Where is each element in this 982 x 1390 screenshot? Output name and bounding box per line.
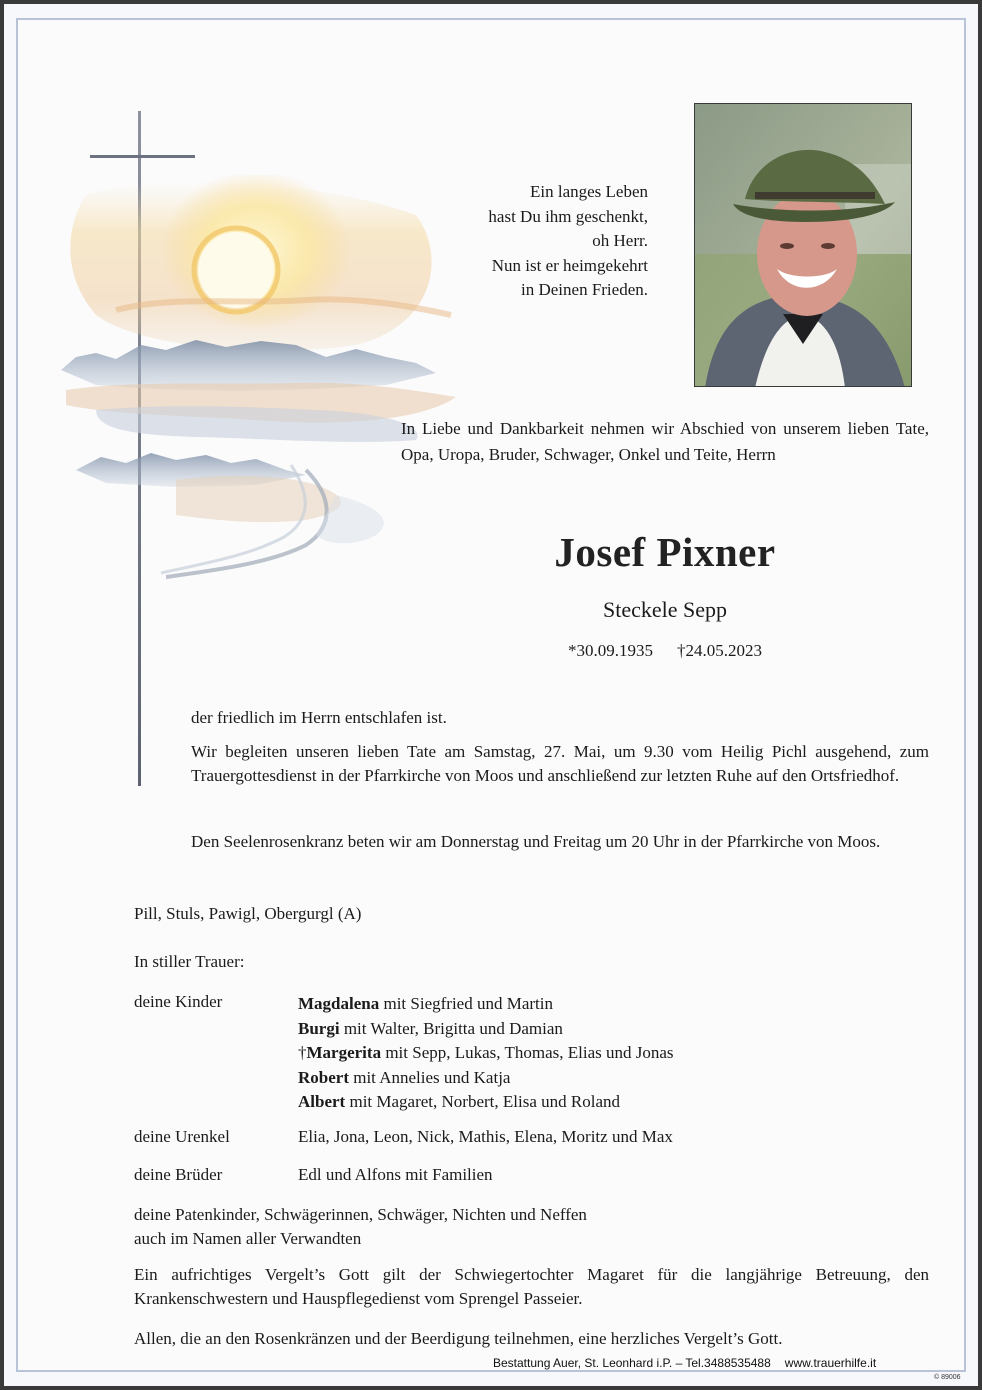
obituary-border — [16, 18, 966, 1381]
quote-line: Ein langes Leben — [529, 182, 648, 201]
footer — [493, 1356, 876, 1370]
cross-horizontal-beam — [90, 155, 195, 158]
child-entry: Robert mit Annelies und Katja — [298, 1067, 511, 1087]
funeral-details: Wir begleiten unseren lieben Tate am Samstag, 27. Mai, um 9.30 vom Heilig Pichl ausgehend, zum Trauergottesdienst in der Pfarrkirche von Moos und anschließend zur letzten Ruhe auf den Ortsfriedhof. — [191, 742, 929, 785]
places: Pill, Stuls, Pawigl, Obergurgl (A) — [134, 904, 362, 923]
brothers-list: Edl und Alfons mit Familien — [298, 1165, 493, 1184]
deceased-name: Josef Pixner — [554, 529, 776, 575]
nickname: Steckele Sepp — [602, 597, 728, 622]
relatives-line: deine Patenkinder, Schwägerinnen, Schwäger, Nichten und Neffen — [134, 1205, 587, 1224]
relatives-line: auch im Namen aller Verwandten — [134, 1229, 362, 1248]
quote-line: oh Herr. — [592, 231, 648, 250]
mourning-header: In stiller Trauer: — [134, 952, 245, 971]
print-code: © 89006 — [934, 1374, 961, 1381]
passed-away-text: der friedlich im Herrn entschlafen ist. — [191, 708, 447, 727]
children-list — [298, 992, 674, 1115]
child-entry: Magdalena mit Siegfried und Martin — [298, 994, 553, 1013]
thanks-paragraph: Ein aufrichtiges Vergelt’s Gott gilt der Schwiegertochter Magaret für die langjährige Betreuung, den Krankenschwestern und Hauspflegedienst vom Sprengel Passeier. — [134, 1265, 929, 1308]
greatgrandchildren-list: Elia, Jona, Leon, Nick, Mathis, Elena, Moritz und Max — [298, 1127, 673, 1146]
portrait-photo — [694, 103, 912, 387]
brothers-label: deine Brüder — [134, 1165, 223, 1184]
relatives — [134, 1203, 929, 1251]
quote-line: in Deinen Frieden. — [521, 280, 648, 299]
child-entry: Albert mit Magaret, Norbert, Elisa und Roland — [298, 1092, 620, 1111]
death-date: †24.05.2023 — [677, 641, 762, 660]
life-dates — [401, 641, 929, 661]
quote-line: Nun ist er heimgekehrt — [491, 255, 648, 275]
child-entry: †Margerita mit Sepp, Lukas, Thomas, Elias und Jonas — [298, 1043, 674, 1062]
intro-text: In Liebe und Dankbarkeit nehmen wir Abschied von unserem lieben Tate, Opa, Uropa, Bruder, Schwager, Onkel und Teite, Herrn — [401, 419, 929, 464]
funeral-home: Bestattung Auer, St. Leonhard i.P. – Tel.3488535488 — [493, 1356, 771, 1370]
birth-date: *30.09.1935 — [568, 641, 653, 660]
greatgrandchildren-label: deine Urenkel — [134, 1127, 230, 1146]
rosary-details: Den Seelenrosenkranz beten wir am Donnerstag und Freitag um 20 Uhr in der Pfarrkirche von Moos. — [191, 832, 881, 851]
child-entry: Burgi mit Walter, Brigitta und Damian — [298, 1018, 563, 1038]
thanks-all: Allen, die an den Rosenkränzen und der Beerdigung teilnehmen, eine herzliches Vergelt’s Gott. — [134, 1329, 783, 1348]
children-label: deine Kinder — [134, 992, 223, 1011]
website-link[interactable]: www.trauerhilfe.it — [784, 1356, 877, 1370]
quote-line: hast Du ihm geschenkt, — [488, 206, 648, 226]
obituary-sheet — [4, 4, 978, 1386]
bible-quote — [398, 180, 648, 303]
